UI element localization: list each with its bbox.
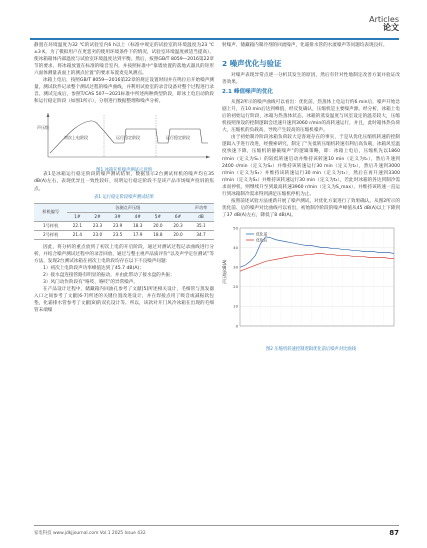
list-item: 1）初次上电阶段声功率峰值达到了45.7 dB(A)； — [43, 265, 144, 271]
paragraph: 对噪声表现异常点逐一分析其发生的原因，然后有针对性地制定改善方案并验证改善效果。 — [222, 73, 400, 86]
table-header-cell: 3# — [108, 212, 128, 221]
paragraph: 按照前述试验方法重新开展了噪声测试，对优化方案进行了效果确认。从图2所示的优化前、后的噪声对比曲线可以看出，初始制冷阶段的噪声峰值从45 dB(A)以上下降到了37 dB(A)左右，降低了8 dB(A)。 — [222, 198, 400, 218]
list-item: 3）风门动作阶段有“咯吱、咯吱”的异常噪声。 — [43, 279, 138, 285]
table-cell: 20.0 — [148, 221, 168, 230]
table-1 — [34, 203, 214, 240]
figure-1 — [34, 109, 214, 174]
table-1-caption: 表1 运行稳定阶段噪声测试结果 — [94, 194, 154, 200]
chart-ylabel: 声压级/dB(A) — [222, 259, 227, 284]
table-cell: 20.3 — [168, 221, 188, 230]
fig1-label-initial: 初次上电阶段 — [64, 135, 88, 141]
table-cell: 23.3 — [87, 221, 107, 230]
table-cell: 23.9 — [108, 221, 128, 230]
table-cell: 23.5 — [108, 230, 128, 239]
paragraph: 因此，将分析的重点放到了初次上电的开启阶段，通过对测试过程记录曲线进行分析，并结合噪声测试过程中的录音回放，通过与整主视声品质评价“以及声学定位测试”等方法，发现2台测试冰箱在初次上电阶段均存在以下不良噪声问题： — [34, 244, 214, 264]
section-heading: 2 噪声优化与验证 — [222, 59, 282, 69]
footer-journal: 家电科技 www.jdkjjournal.com Vol.1 2025 Issue 432 — [34, 531, 146, 536]
chart-ytick-label: 40 — [233, 244, 238, 250]
page-footer — [34, 530, 399, 536]
table-cell: 17.9 — [128, 230, 148, 239]
page-number: 87 — [389, 529, 399, 537]
table-row — [34, 230, 214, 239]
table-cell: 18.8 — [148, 230, 168, 239]
section-header-en: Articles — [369, 15, 399, 24]
section-header-cn: 论文 — [383, 23, 399, 33]
chart-ytick-label: 10 — [233, 303, 238, 309]
table-cell: 21.4 — [67, 230, 87, 239]
table-header-row — [34, 203, 214, 212]
right-column — [222, 42, 400, 350]
subsection-heading: 2.1 峰值噪声的优化 — [222, 89, 274, 96]
table-cell: 34.7 — [188, 230, 214, 239]
chart-legend-label: 优化后 — [256, 237, 268, 243]
table-header-cell: 2# — [87, 212, 107, 221]
section-header — [369, 16, 399, 33]
chart-ytick-label: 0 — [235, 323, 238, 329]
chart-ytick-label: 50 — [233, 225, 238, 231]
paragraph: 静置在环境温度为32 ℃的试验室内6 h以上（标准中规定的试验室的环境温度为23 ℃±3 K，为了模拟用户在更恶劣的使用环境条件下的情况，试验室环境温度被适当提高），使冰箱箱体内部温度与试验室环境温度达到平衡。然后，按照GB/T 8059—2016第22章节的要求，将冰箱放置在标准的噪音室内，并按照标准中“靠墙放置的落地式器具的矩形六面体测量表面上的测点位置”的要求布置麦克风测点。 — [34, 43, 214, 77]
paragraph: 由于初始制冷阶段冰箱负荷较大是客观存在的事实，于是从优化压缩机转速的控制逻辑入手进行改进，经搜索研究，制定了“先低转压缩机转速有利后高负载，冰箱风室温度快速下降，压缩机的静截噪声”的逻辑策略，即：冰箱上电后，压缩机先以1860 r/min（定义为S₁）的较低转速启动并维持该转速10 min（定义为t₁），然后升速到2400 r/min（定义为S₂）并维持该转速运行30 min（定义为t₂），然后升速到3000 r/min（定义为S₃）并维持该转速运行30 min（定义为t₃），然后在再升速到3300 r/min（定义为S₄）并维持该转速运行30 min（定义为t₄），若此时冰箱的各达到制冷需求而停机，则继续升至到最高转速3960 r/min（定义为S_max），并维持该转速一直运行到冰箱制冷需求得到满足压缩机停机为止。 — [222, 135, 400, 197]
figure-1-caption: 图1 冰箱开机噪声测试示意图 — [96, 168, 152, 174]
fig1-ylabel: 声压级 — [37, 125, 49, 131]
fig1-label-stable-2: 运行稳定阶段 — [166, 135, 190, 141]
table-cell: 2号样机 — [34, 230, 67, 239]
table-row — [34, 221, 214, 230]
table-header-cell: 4# — [128, 212, 148, 221]
paragraph: 表1是冰箱运行稳定阶段的噪声测试结果，数据显示2台测试样机的噪声均在35 dB(A)左右，表现优异且一致性较好，说明运行稳定阶段不是该产品市场噪声投诉的焦点。 — [34, 172, 214, 192]
paragraph: 冰箱上电后，按照GB/T 8059—2016第22章的规定设置时间并在鸣位后开始噪声测量，测试软件记录整个测试过程的噪声曲线，并利用试验室的录音设备对整个过程进行录音。测试完成后，参照T/CAS 507—2021标准中所述两种典型阶段，即冰上电启动阶段和运行稳定阶段（如图1所示），分别进行数据整理和噪声分析。 — [34, 78, 214, 105]
figure-1-plot — [34, 109, 214, 163]
table-header-cell: 1# — [67, 212, 87, 221]
paragraph: 射噪声、储藏箱内制冷剂的回流噪声，化霜排水管的水流噪声等问题均表现良好。 — [222, 43, 388, 48]
list-item: 2）接水盘连接管路有明显的振动，并由此带动了接水盘的共振； — [43, 272, 175, 278]
table-header-cell: 6# — [168, 212, 188, 221]
table-header-cell: 5# — [148, 212, 168, 221]
table-cell: 35.1 — [188, 221, 214, 230]
chart-ytick-label: 30 — [233, 264, 238, 270]
chart-series-line — [240, 253, 394, 271]
table-cell: 22.1 — [67, 221, 87, 230]
chart-legend-label: 优化前 — [256, 231, 268, 237]
fig1-label-stable-1: 运行稳定阶段 — [116, 135, 140, 141]
table-header-cell: 样机编号 — [34, 203, 67, 221]
figure-2-caption: 图2 压缩机转速控制逻辑优化前后噪声对比曲线 — [265, 346, 357, 352]
header-rule — [30, 38, 399, 40]
chart-frame — [240, 228, 394, 326]
table-header-cell: 声功率 — [188, 203, 214, 212]
table-cell: 18.3 — [128, 221, 148, 230]
figure-2 — [222, 222, 400, 350]
paragraph: 在产品设计过程中，储藏箱内回油孔参考了文献[5]所述相关设计，毛细管与蒸发器入口之间参考了文献[6-7]所述的关键位置改进设计，并在焊接点用了吸音或减振软包垫，化霜排水管参考了文献[8]的双孔设计等。所以，该款对开门风冷冰箱在出现的毛细管末端噪 — [34, 286, 214, 313]
table-cell: 23.0 — [87, 230, 107, 239]
table-cell: 1号样机 — [34, 221, 67, 230]
chart-ytick-label: 20 — [233, 284, 238, 290]
figure-2-chart — [222, 222, 400, 342]
table-header-cell: 各测点声压级 — [67, 203, 188, 212]
table-header-cell: dB — [188, 212, 214, 221]
left-column — [34, 42, 214, 314]
paragraph: 从图2所示的噪声曲线可以看出：优化前，热蒸体上电运行约6 min后，噪声开始急剧上升，在10 min后达到峰值，经反复确认，压缩机是主要噪声源。经分析，冰箱上电后的初始运行阶段，冰箱为热蒸体状态，冰箱的蒸发温度与风室设定的温差较大，压缩机按照预设的控制逻辑会迅速升速到3060 r/min的高转速运行，并且，此时箱体热负荷大，压缩机的负载高，导致产生较高的压缩机噪声。 — [222, 100, 400, 134]
table-cell: 20.0 — [168, 230, 188, 239]
footer-rule — [34, 525, 399, 526]
